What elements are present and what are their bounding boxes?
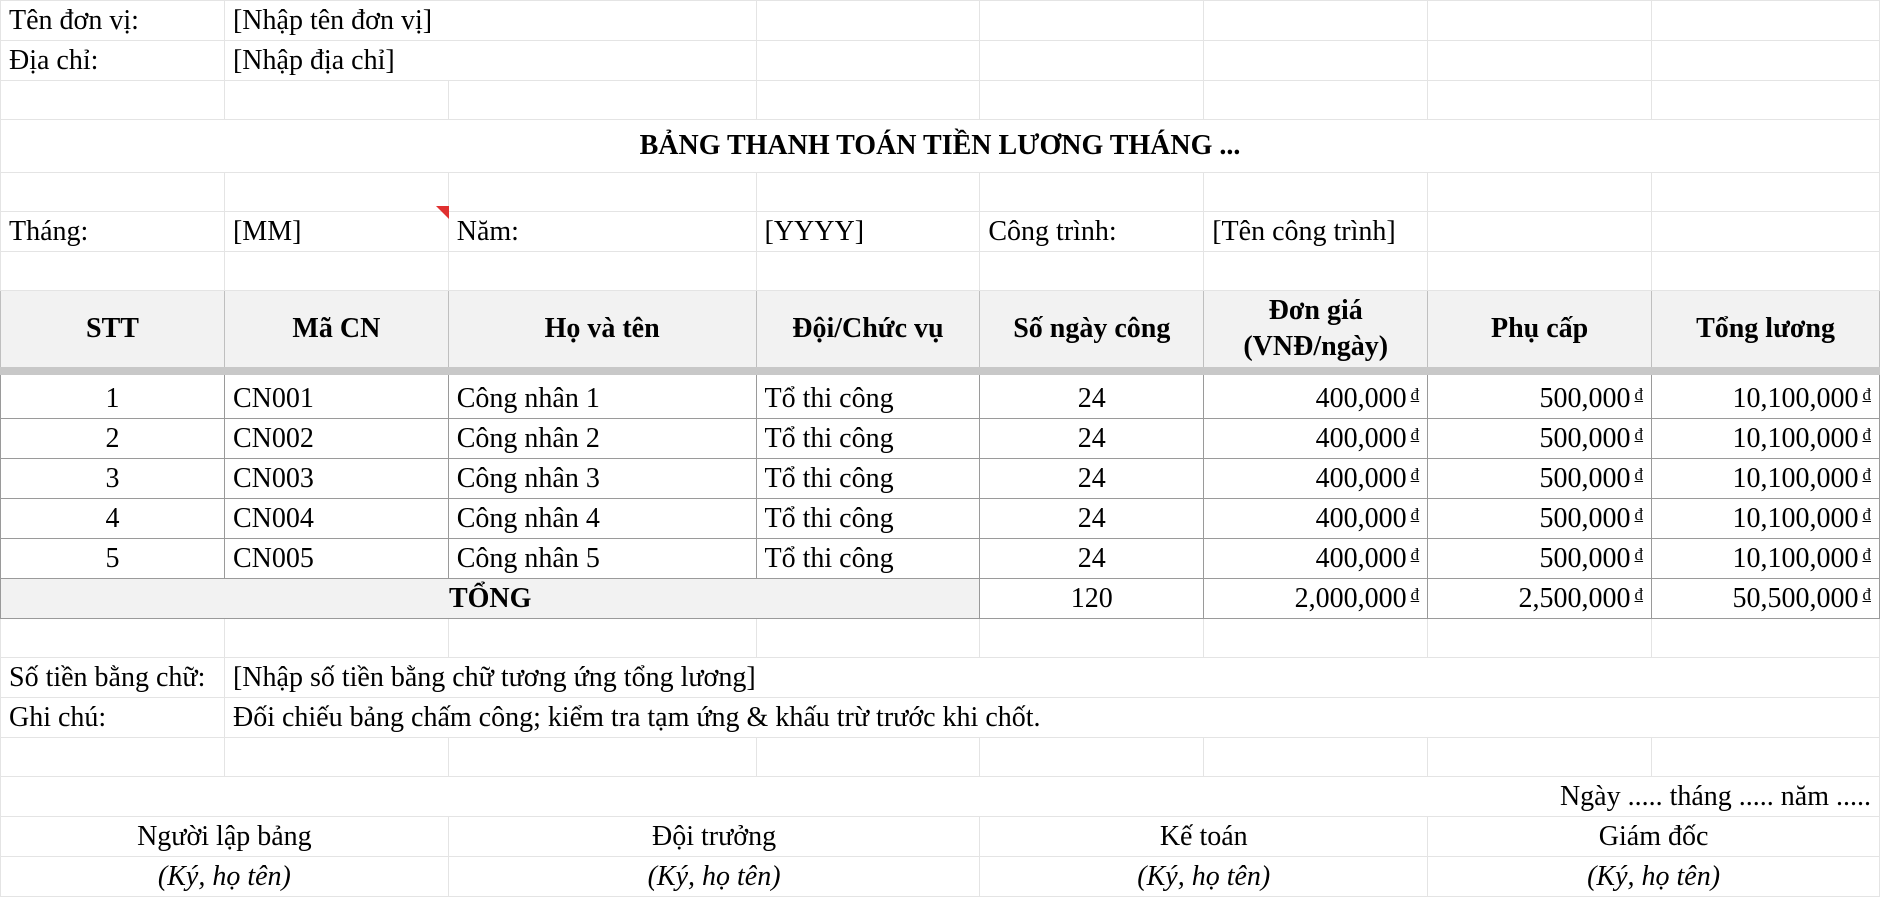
empty-cell[interactable] — [1, 737, 225, 776]
rate-cell[interactable] — [1204, 371, 1428, 419]
empty-cell[interactable] — [756, 173, 980, 212]
stt-cell[interactable]: 1 — [1, 371, 225, 419]
empty-cell[interactable] — [980, 1, 1204, 41]
empty-cell[interactable] — [1428, 41, 1652, 81]
empty-cell[interactable] — [756, 252, 980, 291]
empty-cell[interactable] — [980, 737, 1204, 776]
empty-cell[interactable] — [1204, 1, 1428, 41]
empty-cell[interactable] — [756, 41, 980, 81]
row-title — [1, 120, 1880, 173]
empty-cell[interactable] — [980, 81, 1204, 120]
total-cell[interactable] — [1652, 538, 1880, 578]
date-line-cell[interactable]: Ngày ..... tháng ..... năm ..... — [1, 776, 1880, 816]
signature-role[interactable]: Giám đốc — [1428, 816, 1880, 856]
name-cell[interactable]: Công nhân 3 — [448, 458, 756, 498]
signature-role[interactable]: Người lập bảng — [1, 816, 449, 856]
column-header-stt[interactable]: STT — [1, 291, 225, 371]
currency-symbol: đ — [1862, 384, 1871, 404]
empty-cell[interactable] — [1, 618, 225, 657]
words-value-cell[interactable]: [Nhập số tiền bằng chữ tương ứng tổng lương] — [224, 657, 1879, 697]
amount: 50,500,000 — [1732, 582, 1859, 614]
team-cell[interactable]: Tổ thi công — [756, 538, 980, 578]
name-cell[interactable]: Công nhân 1 — [448, 371, 756, 419]
stt-cell[interactable]: 4 — [1, 498, 225, 538]
code-cell[interactable]: CN005 — [224, 538, 448, 578]
signature-hint[interactable]: (Ký, họ tên) — [980, 856, 1428, 896]
unit-value-cell[interactable]: [Nhập tên đơn vị] — [224, 1, 756, 41]
row-date — [1, 776, 1880, 816]
empty-cell[interactable] — [224, 737, 448, 776]
row-note — [1, 697, 1880, 737]
row-blank — [1, 81, 1880, 120]
total-allowance-cell[interactable] — [1428, 578, 1652, 618]
amount: 10,100,000 — [1732, 462, 1859, 494]
row-blank — [1, 173, 1880, 212]
name-cell[interactable]: Công nhân 5 — [448, 538, 756, 578]
rate-cell[interactable] — [1204, 498, 1428, 538]
name-cell[interactable]: Công nhân 2 — [448, 418, 756, 458]
stt-cell[interactable]: 5 — [1, 538, 225, 578]
empty-cell[interactable] — [448, 173, 756, 212]
total-cell[interactable] — [1652, 418, 1880, 458]
empty-cell[interactable] — [1204, 737, 1428, 776]
rate-cell[interactable] — [1204, 538, 1428, 578]
words-label-cell[interactable]: Số tiền bằng chữ: — [1, 657, 225, 697]
empty-cell[interactable] — [1, 252, 225, 291]
empty-cell[interactable] — [448, 737, 756, 776]
row-address — [1, 41, 1880, 81]
stt-cell[interactable]: 3 — [1, 458, 225, 498]
allowance-cell[interactable] — [1428, 498, 1652, 538]
signature-hint[interactable]: (Ký, họ tên) — [448, 856, 980, 896]
empty-cell[interactable] — [448, 618, 756, 657]
empty-cell[interactable] — [224, 81, 448, 120]
empty-cell[interactable] — [1204, 618, 1428, 657]
amount: 500,000 — [1539, 422, 1631, 454]
amount: 500,000 — [1539, 502, 1631, 534]
row-words — [1, 657, 1880, 697]
year-value-cell[interactable]: [YYYY] — [756, 212, 980, 252]
note-value-cell[interactable]: Đối chiếu bảng chấm công; kiểm tra tạm ứng & khấu trừ trước khi chốt. — [224, 697, 1879, 737]
team-cell[interactable]: Tổ thi công — [756, 371, 980, 419]
address-label-cell[interactable]: Địa chỉ: — [1, 41, 225, 81]
currency-symbol: đ — [1634, 464, 1644, 484]
empty-cell[interactable] — [1652, 212, 1880, 252]
address-value-cell[interactable]: [Nhập địa chỉ] — [224, 41, 756, 81]
empty-cell[interactable] — [224, 173, 448, 212]
allowance-cell[interactable] — [1428, 371, 1652, 419]
currency-symbol: đ — [1410, 584, 1420, 604]
days-cell[interactable]: 24 — [980, 538, 1204, 578]
empty-cell[interactable] — [224, 618, 448, 657]
empty-cell[interactable] — [1652, 81, 1880, 120]
row-blank — [1, 618, 1880, 657]
month-label-cell[interactable]: Tháng: — [1, 212, 225, 252]
allowance-cell[interactable] — [1428, 418, 1652, 458]
year-label-cell[interactable]: Năm: — [448, 212, 756, 252]
unit-label-cell[interactable]: Tên đơn vị: — [1, 1, 225, 41]
amount: 400,000 — [1315, 462, 1407, 494]
column-header-team[interactable]: Đội/Chức vụ — [756, 291, 980, 371]
code-cell[interactable]: CN002 — [224, 418, 448, 458]
empty-cell[interactable] — [1652, 618, 1880, 657]
allowance-cell[interactable] — [1428, 538, 1652, 578]
code-cell[interactable]: CN004 — [224, 498, 448, 538]
currency-symbol: đ — [1634, 424, 1644, 444]
table-row — [1, 538, 1880, 578]
code-cell[interactable]: CN003 — [224, 458, 448, 498]
empty-cell[interactable] — [1204, 173, 1428, 212]
total-cell[interactable] — [1652, 371, 1880, 419]
table-row — [1, 458, 1880, 498]
row-unit — [1, 1, 1880, 41]
empty-cell[interactable] — [1428, 81, 1652, 120]
empty-cell[interactable] — [448, 252, 756, 291]
column-header-days[interactable]: Số ngày công — [980, 291, 1204, 371]
currency-symbol: đ — [1862, 424, 1871, 444]
team-cell[interactable]: Tổ thi công — [756, 458, 980, 498]
column-header-name[interactable]: Họ và tên — [448, 291, 756, 371]
signature-role[interactable]: Đội trưởng — [448, 816, 980, 856]
table-header-row — [1, 291, 1880, 371]
team-cell[interactable]: Tổ thi công — [756, 498, 980, 538]
empty-cell[interactable] — [1428, 252, 1652, 291]
total-cell[interactable] — [1652, 458, 1880, 498]
total-label-cell[interactable]: TỔNG — [1, 578, 980, 618]
amount: 2,500,000 — [1518, 582, 1631, 614]
row-period — [1, 212, 1880, 252]
note-label-cell[interactable]: Ghi chú: — [1, 697, 225, 737]
column-header-total[interactable]: Tổng lương — [1652, 291, 1880, 371]
stt-cell[interactable]: 2 — [1, 418, 225, 458]
currency-symbol: đ — [1410, 504, 1420, 524]
total-days-cell[interactable]: 120 — [980, 578, 1204, 618]
empty-cell[interactable] — [224, 252, 448, 291]
empty-cell[interactable] — [756, 1, 980, 41]
empty-cell[interactable] — [1652, 737, 1880, 776]
currency-symbol: đ — [1862, 504, 1871, 524]
empty-cell[interactable] — [1652, 173, 1880, 212]
empty-cell[interactable] — [1, 173, 225, 212]
empty-cell[interactable] — [1, 81, 225, 120]
amount: 500,000 — [1539, 542, 1631, 574]
currency-symbol: đ — [1634, 584, 1644, 604]
empty-cell[interactable] — [980, 618, 1204, 657]
empty-cell[interactable] — [980, 252, 1204, 291]
amount: 10,100,000 — [1732, 382, 1859, 414]
empty-cell[interactable] — [1428, 1, 1652, 41]
currency-symbol: đ — [1862, 544, 1871, 564]
empty-cell[interactable] — [1428, 173, 1652, 212]
currency-symbol: đ — [1410, 424, 1420, 444]
currency-symbol: đ — [1634, 544, 1644, 564]
empty-cell[interactable] — [1652, 1, 1880, 41]
days-cell[interactable]: 24 — [980, 458, 1204, 498]
column-header-allowance[interactable]: Phụ cấp — [1428, 291, 1652, 371]
month-value-cell[interactable]: [MM] — [224, 212, 448, 252]
row-blank — [1, 737, 1880, 776]
currency-symbol: đ — [1634, 504, 1644, 524]
total-cell[interactable] — [1652, 498, 1880, 538]
currency-symbol: đ — [1634, 384, 1644, 404]
empty-cell[interactable] — [448, 81, 756, 120]
days-cell[interactable]: 24 — [980, 498, 1204, 538]
empty-cell[interactable] — [1428, 618, 1652, 657]
empty-cell[interactable] — [1652, 252, 1880, 291]
empty-cell[interactable] — [980, 41, 1204, 81]
amount: 10,100,000 — [1732, 422, 1859, 454]
table-row — [1, 498, 1880, 538]
empty-cell[interactable] — [1204, 81, 1428, 120]
empty-cell[interactable] — [756, 81, 980, 120]
amount: 10,100,000 — [1732, 542, 1859, 574]
allowance-cell[interactable] — [1428, 458, 1652, 498]
signature-hint[interactable]: (Ký, họ tên) — [1428, 856, 1880, 896]
currency-symbol: đ — [1410, 464, 1420, 484]
comment-indicator-icon[interactable] — [436, 206, 449, 219]
column-header-code[interactable]: Mã CN — [224, 291, 448, 371]
empty-cell[interactable] — [1428, 212, 1652, 252]
amount: 2,000,000 — [1294, 582, 1407, 614]
empty-cell[interactable] — [756, 618, 980, 657]
days-cell[interactable]: 24 — [980, 371, 1204, 419]
sheet-title[interactable]: BẢNG THANH TOÁN TIỀN LƯƠNG THÁNG ... — [1, 120, 1880, 173]
days-cell[interactable]: 24 — [980, 418, 1204, 458]
total-rate-cell[interactable] — [1204, 578, 1428, 618]
amount: 400,000 — [1315, 542, 1407, 574]
amount: 400,000 — [1315, 502, 1407, 534]
project-value-cell[interactable]: [Tên công trình] — [1204, 212, 1428, 252]
rate-cell[interactable] — [1204, 418, 1428, 458]
team-cell[interactable]: Tổ thi công — [756, 418, 980, 458]
empty-cell[interactable] — [1204, 41, 1428, 81]
row-blank — [1, 252, 1880, 291]
rate-cell[interactable] — [1204, 458, 1428, 498]
name-cell[interactable]: Công nhân 4 — [448, 498, 756, 538]
amount: 500,000 — [1539, 462, 1631, 494]
amount: 500,000 — [1539, 382, 1631, 414]
row-signature-roles — [1, 816, 1880, 856]
empty-cell[interactable] — [980, 173, 1204, 212]
signature-hint[interactable]: (Ký, họ tên) — [1, 856, 449, 896]
signature-role[interactable]: Kế toán — [980, 816, 1428, 856]
currency-symbol: đ — [1410, 544, 1420, 564]
empty-cell[interactable] — [1428, 737, 1652, 776]
table-row — [1, 418, 1880, 458]
empty-cell[interactable] — [1204, 252, 1428, 291]
amount: 400,000 — [1315, 382, 1407, 414]
currency-symbol: đ — [1862, 464, 1871, 484]
row-signature-hints — [1, 856, 1880, 896]
amount: 10,100,000 — [1732, 502, 1859, 534]
amount: 400,000 — [1315, 422, 1407, 454]
empty-cell[interactable] — [756, 737, 980, 776]
currency-symbol: đ — [1862, 584, 1871, 604]
empty-cell[interactable] — [1652, 41, 1880, 81]
grand-total-cell[interactable] — [1652, 578, 1880, 618]
column-header-rate[interactable]: Đơn giá (VNĐ/ngày) — [1204, 291, 1428, 371]
total-row — [1, 578, 1880, 618]
table-row — [1, 371, 1880, 419]
currency-symbol: đ — [1410, 384, 1420, 404]
code-cell[interactable]: CN001 — [224, 371, 448, 419]
project-label-cell[interactable]: Công trình: — [980, 212, 1204, 252]
